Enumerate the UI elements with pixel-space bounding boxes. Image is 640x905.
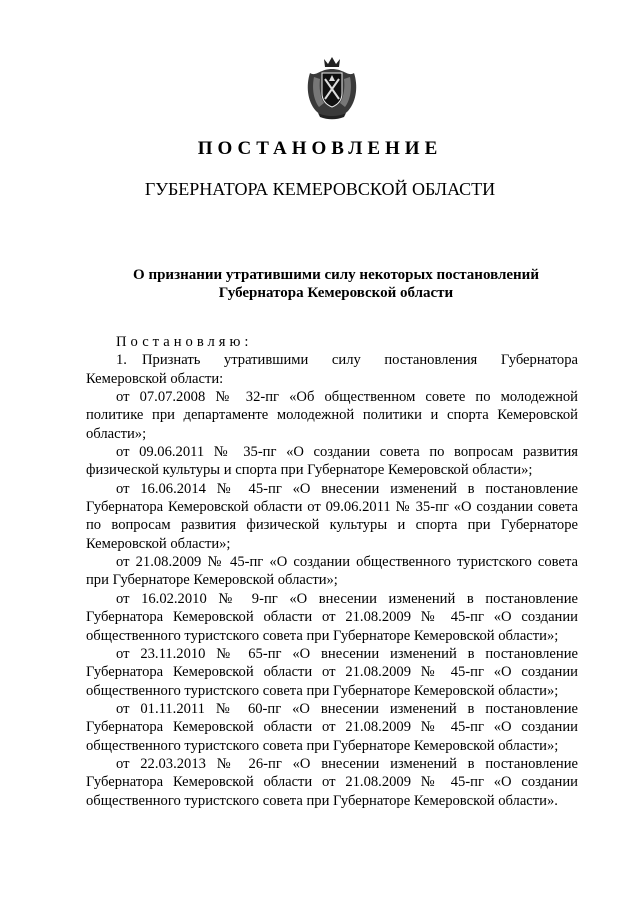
coat-of-arms-icon [304,55,360,121]
item-1-text: Признать утратившими силу постановления Губернатора Кемеровской области: [86,352,578,387]
decree-word: Постановляю: [116,334,253,350]
repealed-item: от 01.11.2011 № 60-пг «О внесении изменений в постановление Губернатора Кемеровской области от 21.08.2009 № 45-пг «О создании общественного туристского совета при Губернаторе Кемеровской области»; [86,700,578,754]
title-line-1: О признании утратившими силу некоторых постановлений [133,267,539,283]
document-title [86,266,586,302]
item-1-number: 1. [116,352,127,369]
repealed-item: от 07.07.2008 № 32-пг «Об общественном совете по молодежной политике при департаменте молодежной политики и спорта Кемеровской области»; [86,389,578,442]
document-body [86,333,578,810]
document-type-heading: ПОСТАНОВЛЕНИЕ [197,138,443,159]
repealed-item: от 16.02.2010 № 9-пг «О внесении изменений в постановление Губернатора Кемеровской области от 21.08.2009 № 45-пг «О создании общественного туристского совета при Губернаторе Кемеровской области»; [86,590,578,644]
repealed-item: от 21.08.2009 № 45-пг «О создании общественного туристского совета при Губернаторе Кемеровской области»; [86,554,578,589]
repealed-item: от 16.06.2014 № 45-пг «О внесении изменений в постановление Губернатора Кемеровской области от 09.06.2011 № 35-пг «О создании совета по вопросам развития физической культуры и спорта при Губернаторе Кемеровской области»; [86,480,578,552]
repealed-item: от 22.03.2013 № 26-пг «О внесении изменений в постановление Губернатора Кемеровской области от 21.08.2009 № 45-пг «О создании общественного туристского совета при Губернаторе Кемеровской области». [86,755,578,809]
title-line-2: Губернатора Кемеровской области [218,285,454,301]
item-1 [86,351,578,388]
repealed-item: от 23.11.2010 № 65-пг «О внесении изменений в постановление Губернатора Кемеровской области от 21.08.2009 № 45-пг «О создании общественного туристского совета при Губернаторе Кемеровской области»; [86,645,578,699]
repealed-item: от 09.06.2011 № 35-пг «О создании совета по вопросам развития физической культуры и спорта при Губернаторе Кемеровской области»; [86,444,578,479]
issuer-heading: ГУБЕРНАТОРА КЕМЕРОВСКОЙ ОБЛАСТИ [144,179,496,199]
